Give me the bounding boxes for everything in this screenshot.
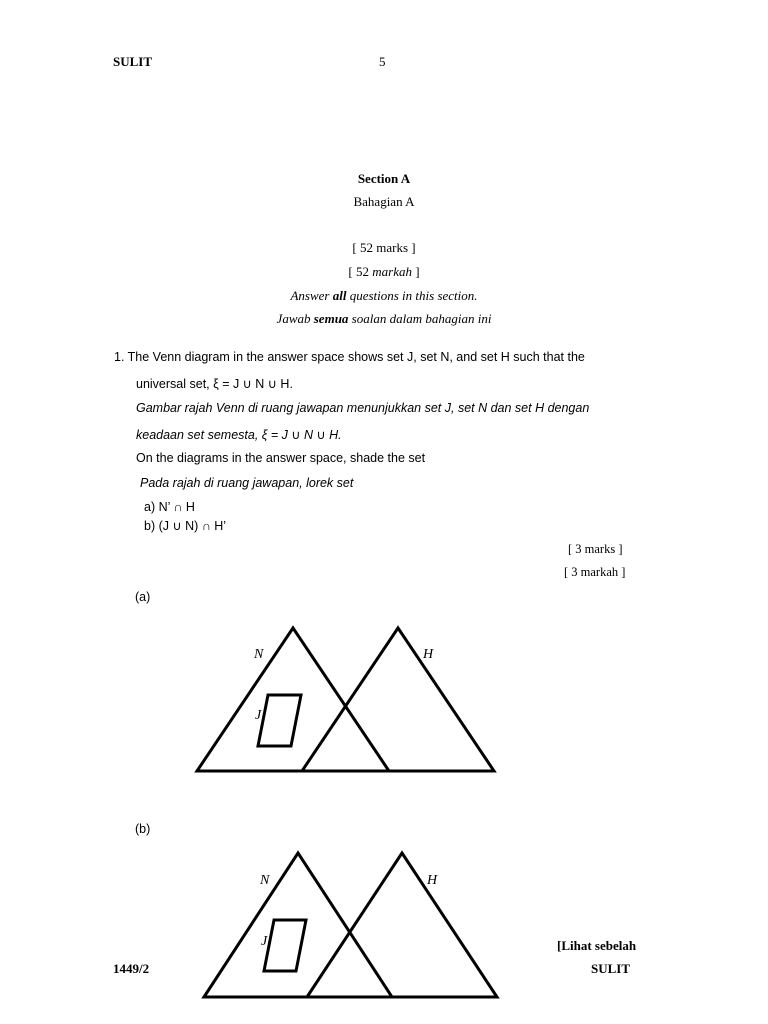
label-set-n: N xyxy=(260,873,270,888)
part-b: b) (J ∪ N) ∩ H’ xyxy=(144,519,227,533)
next-page-note: [Lihat sebelah xyxy=(557,938,637,953)
part-a: a) N’ ∩ H xyxy=(144,500,195,514)
page-number: 5 xyxy=(379,54,386,69)
label-set-j: J xyxy=(261,934,268,949)
parallelogram-set-j xyxy=(264,920,306,971)
instruction-en: Answer all questions in this section. xyxy=(290,288,478,303)
question-line-6-ms: Pada rajah di ruang jawapan, lorek set xyxy=(140,476,354,490)
footer-sulit: SULIT xyxy=(591,961,631,976)
header-sulit: SULIT xyxy=(113,54,153,69)
triangle-set-h xyxy=(307,853,497,997)
section-marks-ms: [ 52 markah ] xyxy=(348,264,420,279)
question-line-4-ms: keadaan set semesta, ξ = J ∪ N ∪ H. xyxy=(136,428,342,442)
question-line-2: universal set, ξ = J ∪ N ∪ H. xyxy=(136,377,293,391)
label-set-j: J xyxy=(255,708,262,723)
triangle-set-n xyxy=(204,853,392,997)
question-marks-ms: [ 3 markah ] xyxy=(564,565,626,579)
footer-code: 1449/2 xyxy=(113,961,150,976)
question-marks-en: [ 3 marks ] xyxy=(568,542,623,556)
diagram-a-label: (a) xyxy=(135,590,151,604)
instruction-ms: Jawab semua soalan dalam bahagian ini xyxy=(276,311,492,326)
section-title-ms: Bahagian A xyxy=(353,194,415,209)
question-line-1: 1. The Venn diagram in the answer space shows set J, set N, and set H such that the xyxy=(114,350,585,364)
section-marks-en: [ 52 marks ] xyxy=(352,240,416,255)
question-line-5: On the diagrams in the answer space, shade the set xyxy=(136,451,426,465)
label-set-h: H xyxy=(423,647,434,662)
label-set-h: H xyxy=(427,873,438,888)
diagram-b-label: (b) xyxy=(135,822,151,836)
label-set-n: N xyxy=(254,647,264,662)
question-line-3-ms: Gambar rajah Venn di ruang jawapan menunjukkan set J, set N dan set H dengan xyxy=(136,401,590,415)
section-title: Section A xyxy=(357,171,411,186)
